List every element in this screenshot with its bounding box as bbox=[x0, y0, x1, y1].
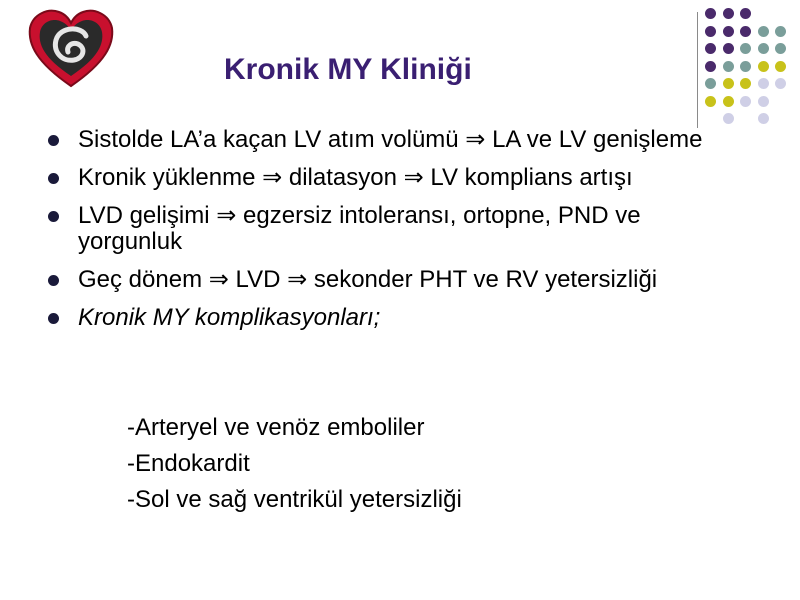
decorative-dot bbox=[723, 113, 734, 124]
decorative-dot bbox=[775, 78, 786, 89]
sub-item-emboli: -Arteryel ve venöz emboliler bbox=[127, 414, 425, 441]
bullet-text: LVD gelişimi ⇒ egzersiz intoleransı, ortopne, PND ve yorgunluk bbox=[78, 202, 641, 255]
decorative-dot bbox=[740, 78, 751, 89]
decorative-dot bbox=[705, 96, 716, 107]
disc-bullet-icon bbox=[48, 173, 59, 184]
decorative-dot bbox=[705, 43, 716, 54]
slide-title: Kronik MY Kliniği bbox=[224, 53, 472, 86]
decorative-dot bbox=[705, 26, 716, 37]
bullet-item bbox=[48, 305, 738, 331]
decorative-dot bbox=[758, 26, 769, 37]
bullet-item bbox=[48, 203, 738, 255]
disc-bullet-icon bbox=[48, 211, 59, 222]
decorative-dot bbox=[775, 43, 786, 54]
decorative-dot bbox=[740, 43, 751, 54]
decorative-dot bbox=[775, 61, 786, 72]
decorative-dot bbox=[705, 78, 716, 89]
bullet-item bbox=[48, 267, 738, 293]
decorative-dot bbox=[758, 43, 769, 54]
bullet-text-complications: Kronik MY komplikasyonları; bbox=[78, 304, 381, 331]
decorative-dot bbox=[705, 61, 716, 72]
decorative-dot bbox=[723, 78, 734, 89]
decorative-dot bbox=[740, 8, 751, 19]
sub-item-endokardit: -Endokardit bbox=[127, 450, 250, 477]
decorative-dot bbox=[775, 26, 786, 37]
decorative-dot bbox=[723, 43, 734, 54]
decorative-dot-grid bbox=[705, 8, 795, 132]
bullet-text: Kronik yüklenme ⇒ dilatasyon ⇒ LV komplians artışı bbox=[78, 164, 633, 191]
decorative-dot bbox=[740, 96, 751, 107]
decorative-dot bbox=[758, 113, 769, 124]
disc-bullet-icon bbox=[48, 275, 59, 286]
decorative-dot bbox=[758, 61, 769, 72]
decorative-dot bbox=[705, 8, 716, 19]
decorative-dot bbox=[723, 61, 734, 72]
decorative-dot bbox=[723, 26, 734, 37]
decorative-dot bbox=[740, 61, 751, 72]
decorative-dot bbox=[740, 26, 751, 37]
disc-bullet-icon bbox=[48, 313, 59, 324]
bullet-list bbox=[48, 127, 738, 343]
decorative-dot bbox=[758, 78, 769, 89]
bullet-item bbox=[48, 127, 738, 153]
sub-item-ventrikul: -Sol ve sağ ventrikül yetersizliği bbox=[127, 486, 462, 513]
decorative-dot bbox=[723, 8, 734, 19]
bullet-text: Geç dönem ⇒ LVD ⇒ sekonder PHT ve RV yetersizliği bbox=[78, 266, 658, 293]
decorative-dot bbox=[758, 96, 769, 107]
bullet-text: Sistolde LA’a kaçan LV atım volümü ⇒ LA ve LV genişleme bbox=[78, 126, 703, 153]
heart-spiral-logo-icon bbox=[26, 6, 116, 90]
decorative-divider bbox=[697, 12, 698, 128]
bullet-item bbox=[48, 165, 738, 191]
decorative-dot bbox=[723, 96, 734, 107]
disc-bullet-icon bbox=[48, 135, 59, 146]
